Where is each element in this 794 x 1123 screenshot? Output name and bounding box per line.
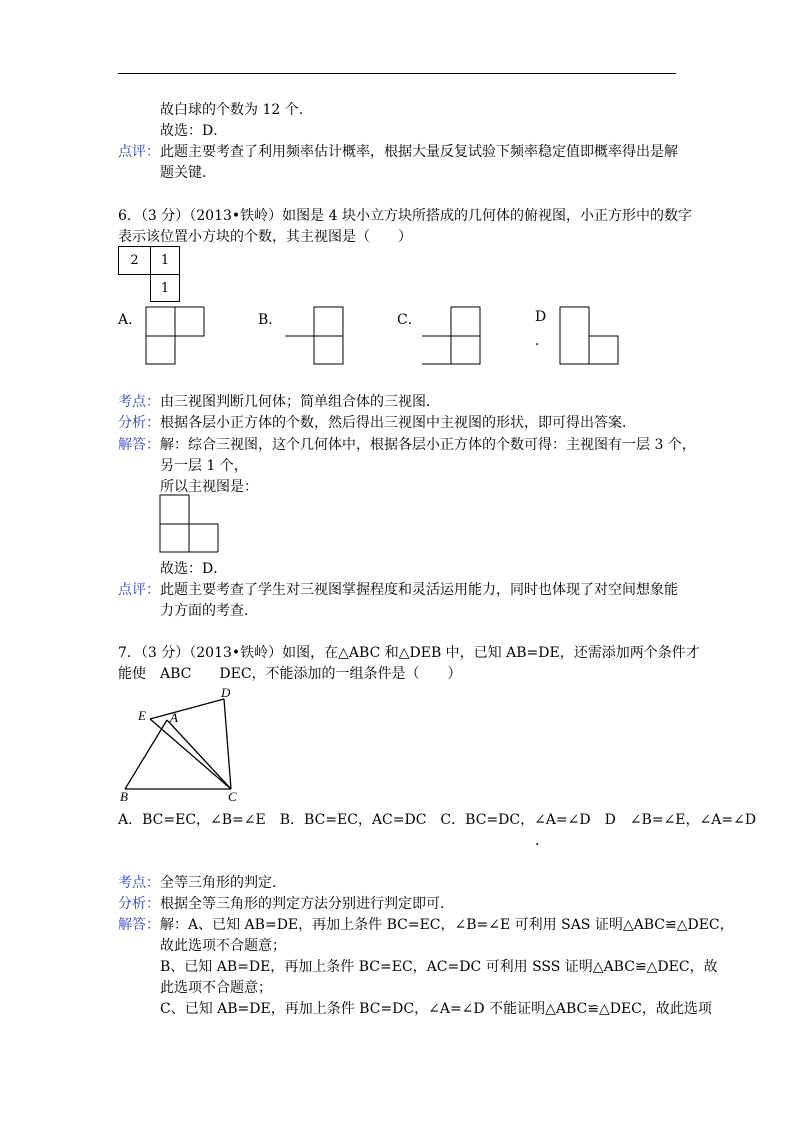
comment-text-2: 题关键．: [160, 165, 216, 181]
q7-jieda-4: 此选项不合题意；: [160, 980, 272, 996]
q6-stem-2: 表示该位置小方块的个数，其主视图是（ ）: [118, 229, 412, 245]
option-d-figure: [559, 306, 621, 366]
option-d-label: D: [535, 309, 547, 325]
q6-jieda-1: 解：综合三视图，这个几何体中，根据各层小正方体的个数可得：主视图有一层 3 个，: [160, 437, 696, 453]
grid-cell: 1: [150, 246, 180, 275]
header-rule: [118, 73, 676, 74]
q7-fenxi-tag: 分析：: [118, 896, 160, 912]
q6-jieda-4: 故选：D．: [160, 561, 228, 577]
q6-kaodian: 由三视图判断几何体；简单组合体的三视图．: [160, 394, 440, 410]
option-a-figure: [145, 306, 207, 366]
q7-kaodian: 全等三角形的判定．: [160, 875, 286, 891]
q6-stem-1: 6．（3 分）（2013•铁岭）如图是 4 块小立方块所搭成的几何体的俯视图，小正方形中的数字: [118, 208, 692, 224]
label-b: B: [120, 789, 128, 804]
label-c: C: [228, 789, 237, 804]
option-c-figure: [421, 306, 483, 366]
label-d: D: [221, 685, 231, 700]
q6-answer-front-view: [159, 494, 221, 554]
q6-dianping-2: 力方面的考查．: [160, 603, 258, 619]
comment-text-1: 此题主要考查了利用频率估计概率，根据大量反复试验下频率稳定值即概率得出是解: [160, 144, 678, 160]
q6-kaodian-tag: 考点：: [118, 394, 160, 410]
q7-options: A．BC=EC，∠B=∠E B．BC=EC，AC=DC C．BC=DC，∠A=∠D D ∠B=∠E，∠A=∠D: [118, 812, 757, 828]
q7-triangle-figure: [112, 682, 252, 804]
option-b-figure: [284, 306, 346, 366]
grid-cell: 1: [150, 274, 180, 302]
prev-answer-line: 故白球的个数为 12 个．: [160, 102, 313, 118]
label-a: A: [170, 710, 178, 725]
q7-stem-1: 7．（3 分）（2013•铁岭）如图，在△ABC 和△DEB 中，已知 AB=DE，还需添加两个条件才: [118, 645, 700, 661]
option-c-label: C．: [397, 312, 422, 328]
comment-tag: 点评：: [118, 144, 160, 160]
q7-jieda-1: 解：A、已知 AB=DE，再加上条件 BC=EC，∠B=∠E 可利用 SAS 证明△ABC≌△DEC，: [160, 917, 734, 933]
q6-jieda-3: 所以主视图是：: [160, 479, 258, 495]
q7-jieda-tag: 解答：: [118, 917, 160, 933]
option-b-label: B．: [258, 312, 283, 328]
q6-jieda-2: 另一层 1 个，: [160, 458, 248, 474]
q7-jieda-3: B、已知 AB=DE，再加上条件 BC=EC，AC=DC 可利用 SSS 证明△ABC≌△DEC，故: [160, 959, 718, 975]
q6-dianping-tag: 点评：: [118, 582, 160, 598]
q7-jieda-5: C、已知 AB=DE，再加上条件 BC=DC，∠A=∠D 不能证明△ABC≌△DEC，故此选项: [160, 1001, 712, 1017]
q7-stem-2: 能使 ABC DEC，不能添加的一组条件是（ ）: [118, 666, 462, 682]
option-d-dot: ．: [535, 333, 549, 349]
q7-fenxi: 根据全等三角形的判定方法分别进行判定即可．: [160, 896, 454, 912]
q6-fenxi: 根据各层小正方体的个数，然后得出三视图中主视图的形状，即可得出答案．: [160, 415, 636, 431]
q6-fenxi-tag: 分析：: [118, 415, 160, 431]
q7-kaodian-tag: 考点：: [118, 875, 160, 891]
q7-jieda-2: 故此选项不合题意；: [160, 938, 286, 954]
prev-choice-line: 故选：D．: [160, 123, 228, 139]
q7-options-dot: ．: [535, 833, 549, 849]
q6-jieda-tag: 解答：: [118, 437, 160, 453]
grid-cell: 2: [118, 246, 151, 275]
option-a-label: A．: [118, 312, 143, 328]
q6-dianping-1: 此题主要考查了学生对三视图掌握程度和灵活运用能力，同时也体现了对空间想象能: [160, 582, 678, 598]
label-e: E: [138, 708, 146, 723]
